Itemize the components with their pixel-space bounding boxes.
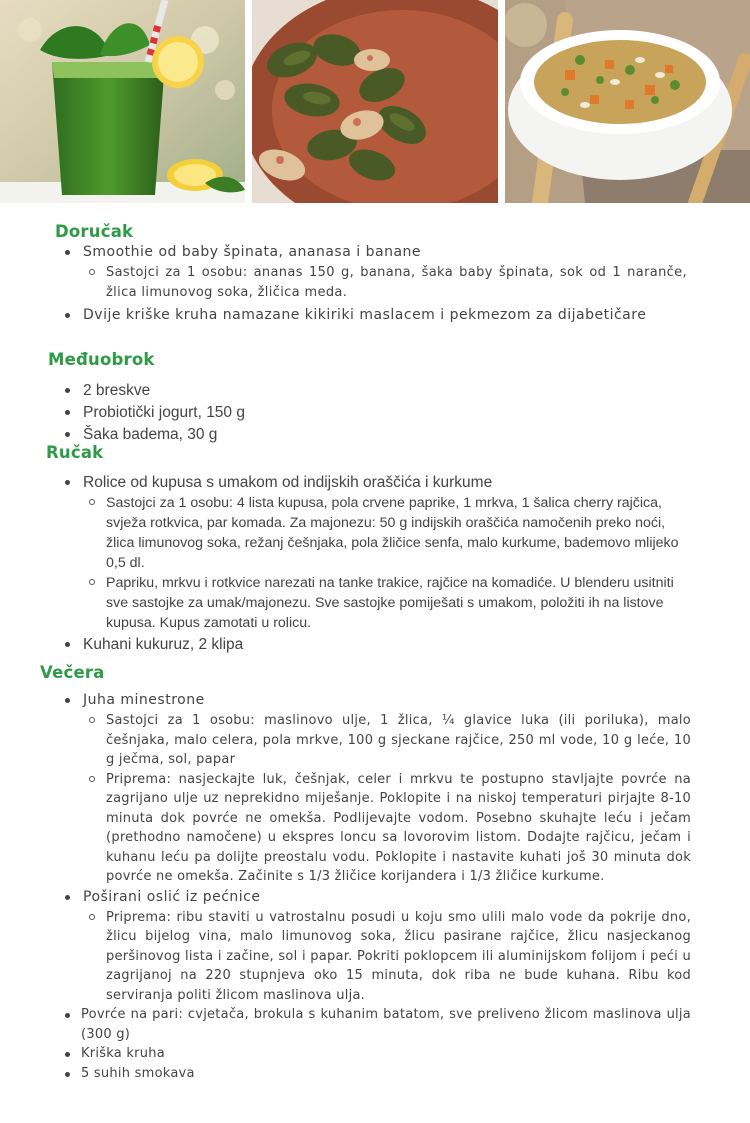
list-item: Probiotički jogurt, 150 g	[61, 402, 687, 423]
lunch-heading: Ručak	[46, 443, 104, 462]
list-subitem: Sastojci za 1 osobu: ananas 150 g, banana, šaka baby špinata, sok od 1 naranče, žlica limunovog soka, žličica meda.	[83, 263, 687, 302]
list-item: Kuhani kukuruz, 2 klipa	[61, 634, 681, 655]
list-item: Poširani oslić iz pećnice Priprema: ribu staviti u vatrostalnu posudi u koju smo ulili malo vode da pokrije dno, žlicu bijelog vina, malo limunovog soka, žlicu pasirane rajčice, žlicu nasjeckanog peršinovog lista i začine, sol i papar. Pokriti poklopcem ili aluminijskom folijom i peći u zagrijanoj na 220 stupnjeva oko 15 minuta, dok riba ne bude kuhana. Ribu kod serviranja politi žlicom maslinova ulja.	[61, 887, 691, 1006]
stuffed-leaves-photo	[252, 0, 498, 203]
lunch-list	[61, 472, 681, 655]
list-item: Šaka badema, 30 g	[61, 424, 687, 445]
snack-heading: Međuobrok	[48, 350, 155, 369]
list-item: Rolice od kupusa s umakom od indijskih oraščića i kurkume Sastojci za 1 osobu: 4 lista kupusa, pola crvene paprike, 1 mrkva, 1 šalica cherry rajčica, svježa rotkvica, par komada. Za majonezu: 50 g indijskih oraščića namočenih preko noći, žlica limunovog soka, režanj češnjaka, pola žličice senfa, malo kurkume, bademovo mlijeko 0,5 dl. Papriku, mrkvu i rotkvice narezati na tanke trakice, rajčice na komadiće. U blenderu usitniti sve sastojke za umak/majonezu. Sve sastojke pomiješati s umakom, položiti ih na listove kupusa. Kupus zamotati u rolicu.	[61, 472, 681, 633]
list-item: Smoothie od baby špinata, ananasa i banane Sastojci za 1 osobu: ananas 150 g, banana, šaka baby špinata, sok od 1 naranče, žlica limunovog soka, žličica meda.	[61, 242, 687, 302]
list-item: Povrće na pari: cvjetača, brokula s kuhanim batatom, sve preliveno žlicom maslinova ulja (300 g)	[61, 1005, 691, 1044]
list-subitem: Sastojci za 1 osobu: 4 lista kupusa, pola crvene paprike, 1 mrkva, 1 šalica cherry rajčica, svježa rotkvica, par komada. Za majonezu: 50 g indijskih oraščića namočenih preko noći, žlica limunovog soka, režanj češnjaka, pola žličice senfa, malo kurkume, bademovo mlijeko 0,5 dl.	[83, 493, 681, 573]
dinner-list	[61, 690, 691, 1083]
list-subitem: Papriku, mrkvu i rotkvice narezati na tanke trakice, rajčice na komadiće. U blenderu usitniti sve sastojke za umak/majonezu. Sve sastojke pomiješati s umakom, položiti ih na listove kupusa. Kupus zamotati u rolicu.	[83, 573, 681, 633]
photo-strip	[0, 0, 750, 203]
list-item: Dvije kriške kruha namazane kikiriki maslacem i pekmezom za dijabetičare	[61, 305, 687, 326]
dinner-heading: Večera	[40, 663, 105, 682]
snack-list	[61, 380, 687, 445]
minestrone-soup-photo	[505, 0, 750, 203]
list-subitem: Priprema: nasjeckajte luk, češnjak, celer i mrkvu te postupno stavljajte povrće na zagrijano ulje uz neprekidno miješanje. Poklopite i na niskoj temperaturi pirjajte 8-10 minuta dok povrće ne omekša. Podlijevajte vodom. Posebno skuhajte leću i ječam (prethodno namočene) u ekspres loncu sa lovorovim listom. Dodajte rajčicu, ječam i kuhanu leću pa dolijte preostalu vodu. Poklopite i nastavite kuhati još 30 minuta dok povrće ne omekša. Začinite s 1/3 žličice korijandera i 1/3 žličice kurkume.	[83, 770, 691, 887]
list-item: 2 breskve	[61, 380, 687, 401]
spinach-smoothie-photo	[0, 0, 245, 203]
list-item: Juha minestrone Sastojci za 1 osobu: maslinovo ulje, 1 žlica, ¼ glavice luka (ili poriluka), malo češnjaka, malo celera, pola mrkve, 100 g sjeckane rajčice, 250 ml vode, 10 g leće, 10 g ječma, sol, papar Priprema: nasjeckajte luk, češnjak, celer i mrkvu te postupno stavljajte povrće na zagrijano ulje uz neprekidno miješanje. Poklopite i na niskoj temperaturi pirjajte 8-10 minuta dok povrće ne omekša. Podlijevajte vodom. Posebno skuhajte leću i ječam (prethodno namočene) u ekspres loncu sa lovorovim listom. Dodajte rajčicu, ječam i kuhanu leću pa dolijte preostalu vodu. Poklopite i nastavite kuhati još 30 minuta dok povrće ne omekša. Začinite s 1/3 žličice korijandera i 1/3 žličice kurkume.	[61, 690, 691, 887]
breakfast-heading: Doručak	[55, 222, 134, 241]
list-subitem: Priprema: ribu staviti u vatrostalnu posudi u koju smo ulili malo vode da pokrije dno, žlicu bijelog vina, malo limunovog soka, žlicu pasirane rajčice, žlicu nasjeckanog peršinovog lista i začine, sol i papar. Pokriti poklopcem ili aluminijskom folijom i peći u zagrijanoj na 220 stupnjeva oko 15 minuta, dok riba ne bude kuhana. Ribu kod serviranja politi žlicom maslinova ulja.	[83, 908, 691, 1006]
list-subitem: Sastojci za 1 osobu: maslinovo ulje, 1 žlica, ¼ glavice luka (ili poriluka), malo češnjaka, malo celera, pola mrkve, 100 g sjeckane rajčice, 250 ml vode, 10 g leće, 10 g ječma, sol, papar	[83, 711, 691, 770]
list-item: Kriška kruha	[61, 1044, 691, 1064]
list-item: 5 suhih smokava	[61, 1064, 691, 1084]
breakfast-list	[61, 242, 687, 326]
